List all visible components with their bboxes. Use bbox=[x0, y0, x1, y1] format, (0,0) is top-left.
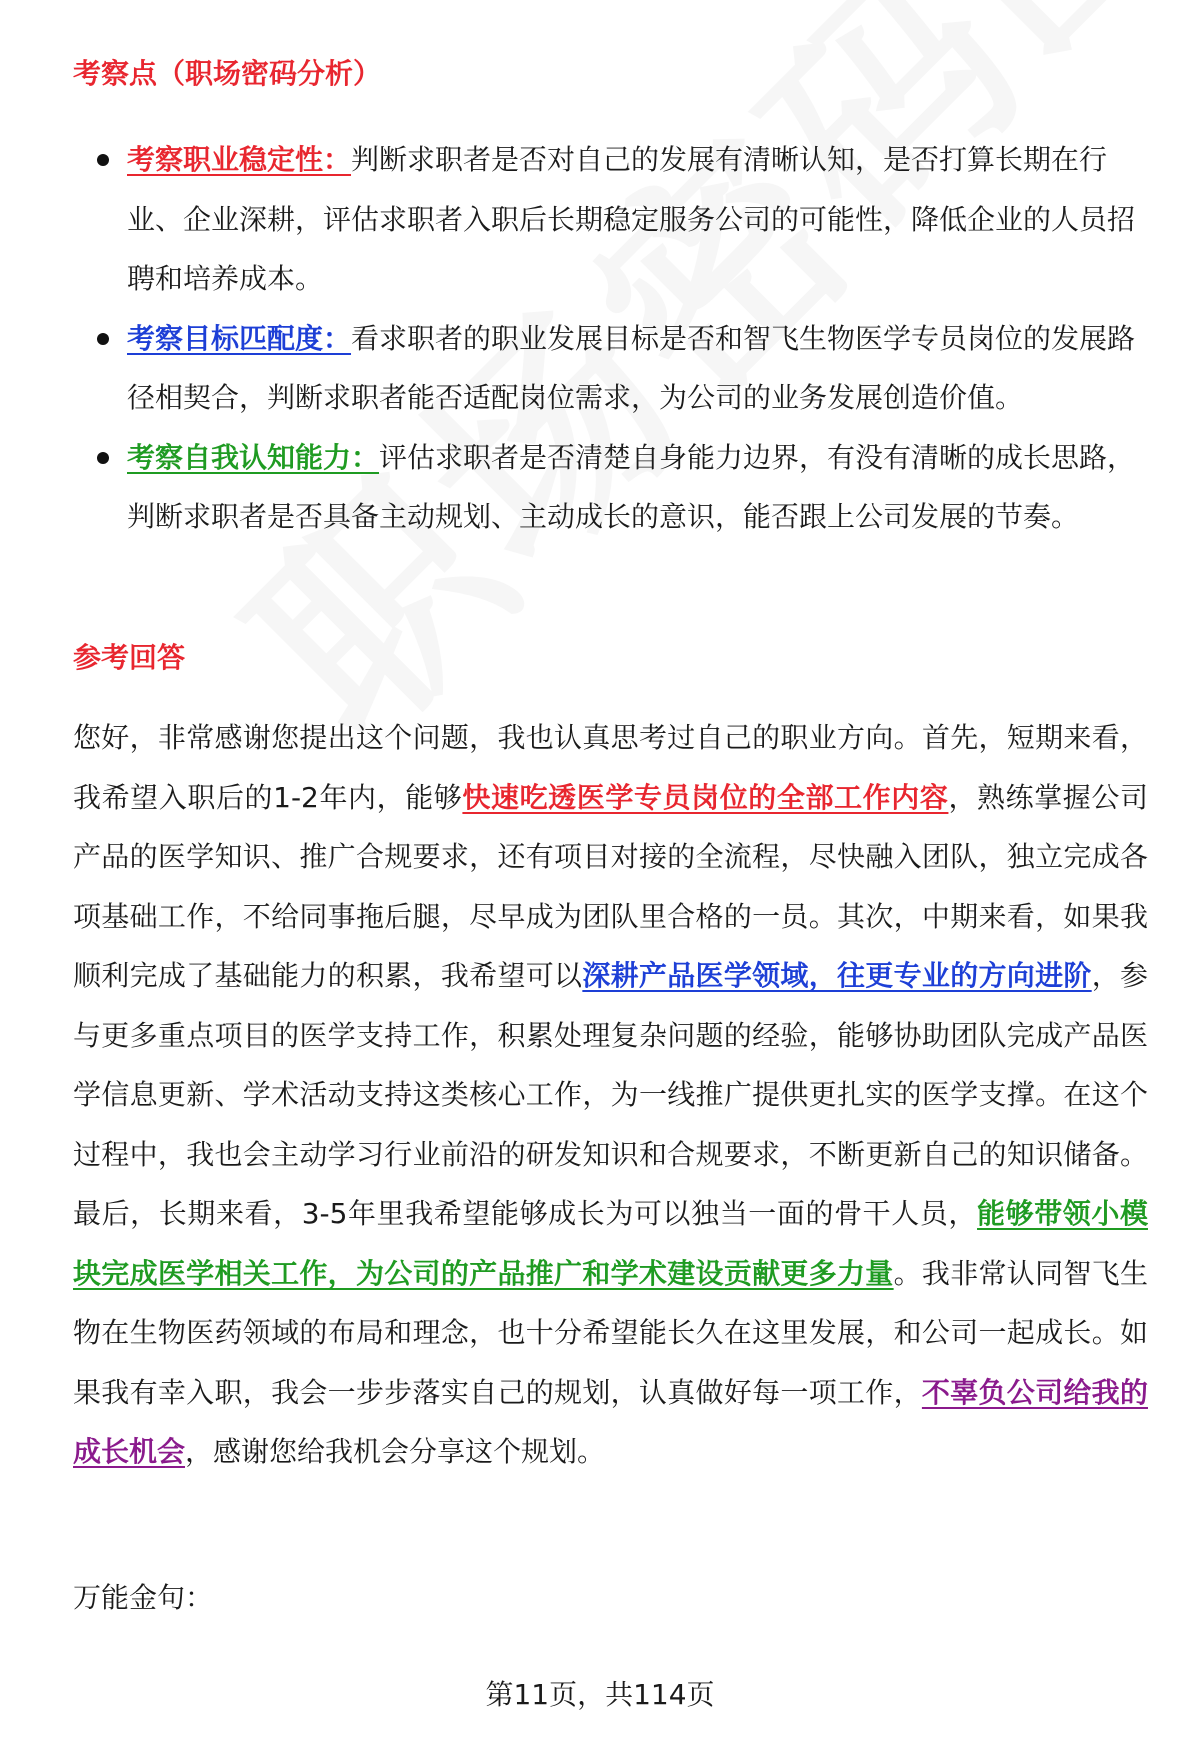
reference-answer-paragraph bbox=[73, 708, 1148, 1482]
page-number: 第11页，共114页 bbox=[485, 1678, 715, 1711]
keyword-highlight: 考察目标匹配度： bbox=[127, 321, 352, 355]
keyword-highlight: 考察职业稳定性： bbox=[127, 143, 352, 176]
answer-text: 。我非常认同智飞生物在生物医药领域的布局和理念，也十分希望能长久在这里发展，和公司一起成长。如果我有幸入职，我会一步步落实自己的规划，认真做好每一项工作， bbox=[73, 1256, 1148, 1409]
bullet-text: 判断求职者是否对自己的发展有清晰认知，是否打算长期在行业、企业深耕，评估求职者入职后长期稳定服务公司的可能性，降低企业的人员招聘和培养成本。 bbox=[127, 143, 1136, 295]
answer-text: 您好，非常感谢您提出这个问题，我也认真思考过自己的职业方向。首先，短期来看，我希望入职后的1-2年内，能够 bbox=[73, 721, 1148, 814]
answer-text: ，感谢您给我机会分享这个规划。 bbox=[185, 1435, 606, 1468]
list-item bbox=[0, 130, 1200, 309]
bullet-dot-icon bbox=[97, 452, 109, 464]
section-title-reference-answer: 参考回答 bbox=[73, 641, 186, 674]
golden-sentence-label: 万能金句： bbox=[73, 1581, 214, 1614]
list-item bbox=[0, 428, 1200, 547]
answer-highlight-blue: 深耕产品医学领域，往更专业的方向进阶 bbox=[582, 959, 1092, 992]
bullet-text: 评估求职者是否清楚自身能力边界，有没有清晰的成长思路，判断求职者是否具备主动规划、主动成长的意识，能否跟上公司发展的节奏。 bbox=[127, 440, 1136, 533]
answer-highlight-red: 快速吃透医学专员岗位的全部工作内容 bbox=[462, 780, 949, 814]
list-item bbox=[0, 309, 1200, 428]
keyword-highlight: 考察自我认知能力： bbox=[127, 440, 380, 474]
section-title-assessment: 考察点（职场密码分析） bbox=[73, 57, 382, 90]
answer-text: ，参与更多重点项目的医学支持工作，积累处理复杂问题的经验，能够协助团队完成产品医学信息更新、学术活动支持这类核心工作，为一线推广提供更扎实的医学支撑。在这个过程中，我也会主动学习行业前沿的研发知识和合规要求，不断更新自己的知识储备。最后，长期来看，3-5年里我希望能够成长为可以独当一面的骨干人员， bbox=[73, 959, 1148, 1230]
assessment-list bbox=[0, 130, 1200, 547]
bullet-dot-icon bbox=[97, 333, 109, 345]
answer-highlight-purple: 不辜负公司给我的成长机会 bbox=[73, 1375, 1148, 1468]
answer-text: ，熟练掌握公司产品的医学知识、推广合规要求，还有项目对接的全流程，尽快融入团队，独立完成各项基础工作，不给同事拖后腿，尽早成为团队里合格的一员。其次，中期来看，如果我顺利完成了基础能力的积累，我希望可以 bbox=[73, 780, 1148, 992]
bullet-text: 看求职者的职业发展目标是否和智飞生物医学专员岗位的发展路径相契合，判断求职者能否适配岗位需求，为公司的业务发展创造价值。 bbox=[127, 321, 1136, 414]
bullet-dot-icon bbox=[97, 154, 109, 166]
answer-highlight-green: 能够带领小模块完成医学相关工作，为公司的产品推广和学术建设贡献更多力量 bbox=[73, 1197, 1148, 1290]
